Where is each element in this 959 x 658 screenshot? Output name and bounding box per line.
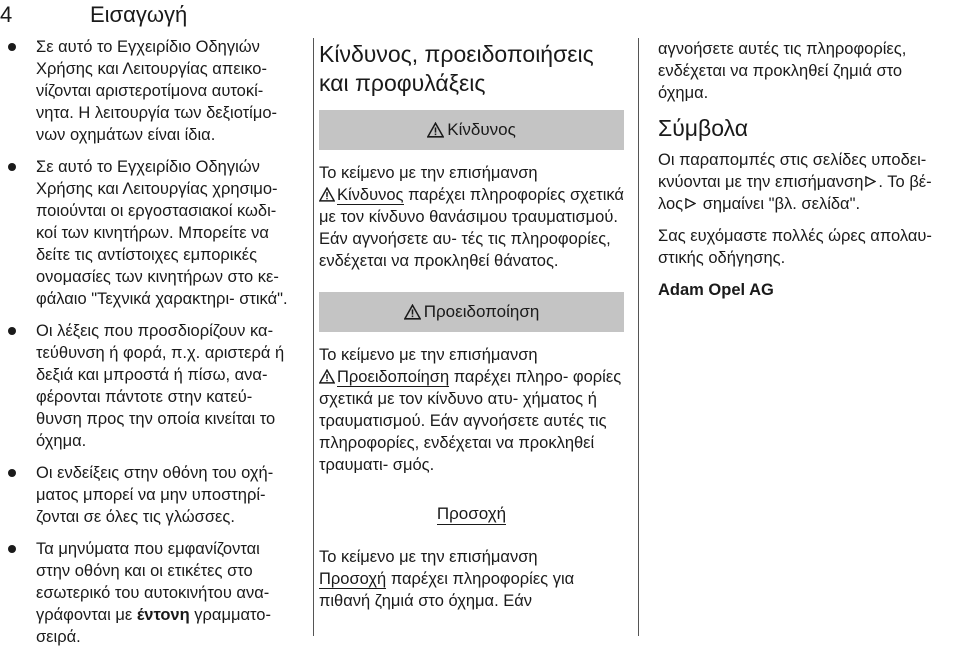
list-item: Τα μηνύματα που εμφανίζονται στην οθόνη και οι ετικέτες στο εσωτερικό του αυτοκινήτου ανα- γράφονται με έντονη γραμματο- σειρά. <box>6 538 298 648</box>
page-reference-arrow-icon <box>685 198 696 209</box>
bullet-icon <box>8 469 16 477</box>
list-item: Οι λέξεις που προσδιορίζουν κα- τεύθυνση ή φορά, π.χ. αριστερά ή δεξιά και μπροστά ή πίσω, ανα- φέρονται πάντοτε στην κατεύ- θυνση προς την οποία κινείται το όχημα. <box>6 320 298 452</box>
list-item: Οι ενδείξεις στην οθόνη του οχή- ματος μπορεί να μην υποστηρί- ζονται σε όλες τις γλώσσες. <box>6 462 298 528</box>
warning-paragraph: Το κείμενο με την επισήμανση Προειδοποίηση παρέχει πληρο- φορίες σχετικά με τον κίνδυνο ατυ- χήματος ή τραυματισμού. Εάν αγνοήσετε αυτές τις πληροφορίες, ενδέχεται να προκληθεί τραυματι- σμός. <box>319 346 622 474</box>
caution-paragraph: Το κείμενο με την επισήμανση Προσοχή παρέχει πληροφορίες για πιθανή ζημιά στο όχημα. Εάν <box>319 548 575 610</box>
column-2 <box>319 40 624 622</box>
chapter-title: Εισαγωγή <box>90 2 188 27</box>
warning-triangle-icon <box>319 369 335 384</box>
page-reference-arrow-icon <box>865 176 876 187</box>
caution-heading: Προσοχή <box>436 503 507 523</box>
intro-bullet-list <box>6 36 298 648</box>
danger-paragraph: Το κείμενο με την επισήμανση Κίνδυνος παρέχει πληροφορίες σχετικά με τον κίνδυνο θανάσιμου τραυματισμού. Εάν αγνοήσετε αυ- τές τις πληροφορίες, ενδέχεται να προκληθεί θάνατος. <box>319 164 624 270</box>
thanks-paragraph: Σας ευχόμαστε πολλές ώρες απολαυ- στικής οδήγησης. <box>658 227 932 267</box>
signature: Adam Opel AG <box>658 281 774 299</box>
warning-triangle-icon <box>404 304 421 320</box>
danger-label: Κίνδυνος <box>337 186 404 204</box>
danger-heading: Κίνδυνος <box>447 120 516 139</box>
section-title-symbols: Σύμβολα <box>658 115 749 141</box>
warning-heading-box <box>319 292 624 332</box>
danger-heading-box <box>319 110 624 150</box>
caution-continuation: αγνοήσετε αυτές τις πληροφορίες, ενδέχεται να προκληθεί ζημιά στο όχημα. <box>658 40 907 102</box>
bullet-icon <box>8 327 16 335</box>
column-divider-1 <box>313 38 314 636</box>
page-header <box>0 0 959 30</box>
warning-label: Προειδοποίηση <box>337 368 450 386</box>
page-number: 4 <box>0 2 13 27</box>
section-title-warnings: Κίνδυνος, προειδοποιήσεις και προφυλάξεις <box>319 41 594 96</box>
column-3 <box>658 38 956 311</box>
warning-triangle-icon <box>427 122 444 138</box>
list-item: Σε αυτό το Εγχειρίδιο Οδηγιών Χρήσης και Λειτουργίας απεικο- νίζονται αριστεροτίμονα αυτοκί- νητα. Η λειτουργία των δεξιοτίμο- νων οχημάτων είναι ίδια. <box>6 36 298 146</box>
bullet-icon <box>8 163 16 171</box>
bullet-icon <box>8 545 16 553</box>
column-divider-2 <box>638 38 639 636</box>
caution-heading-box <box>319 494 624 534</box>
list-item: Σε αυτό το Εγχειρίδιο Οδηγιών Χρήσης και Λειτουργίας χρησιμο- ποιούνται οι εργοστασιακοί κωδι- κοί των κινητήρων. Μπορείτε να δείτε τις αντίστοιχες εμπορικές ονομασίες των κινητήρων στο κε- φάλαιο "Τεχνικά χαρακτηρι- στικά". <box>6 156 298 310</box>
warning-triangle-icon <box>319 187 335 202</box>
bullet-icon <box>8 43 16 51</box>
symbols-paragraph: Οι παραπομπές στις σελίδες υποδει- κνύονται με την επισήμανση . Το βέ- λος σημαίνει "βλ. σελίδα". <box>658 151 932 213</box>
caution-label: Προσοχή <box>319 570 387 588</box>
column-1 <box>6 36 298 658</box>
warning-heading: Προειδοποίηση <box>423 302 540 321</box>
bold-word: έντονη <box>136 606 190 624</box>
